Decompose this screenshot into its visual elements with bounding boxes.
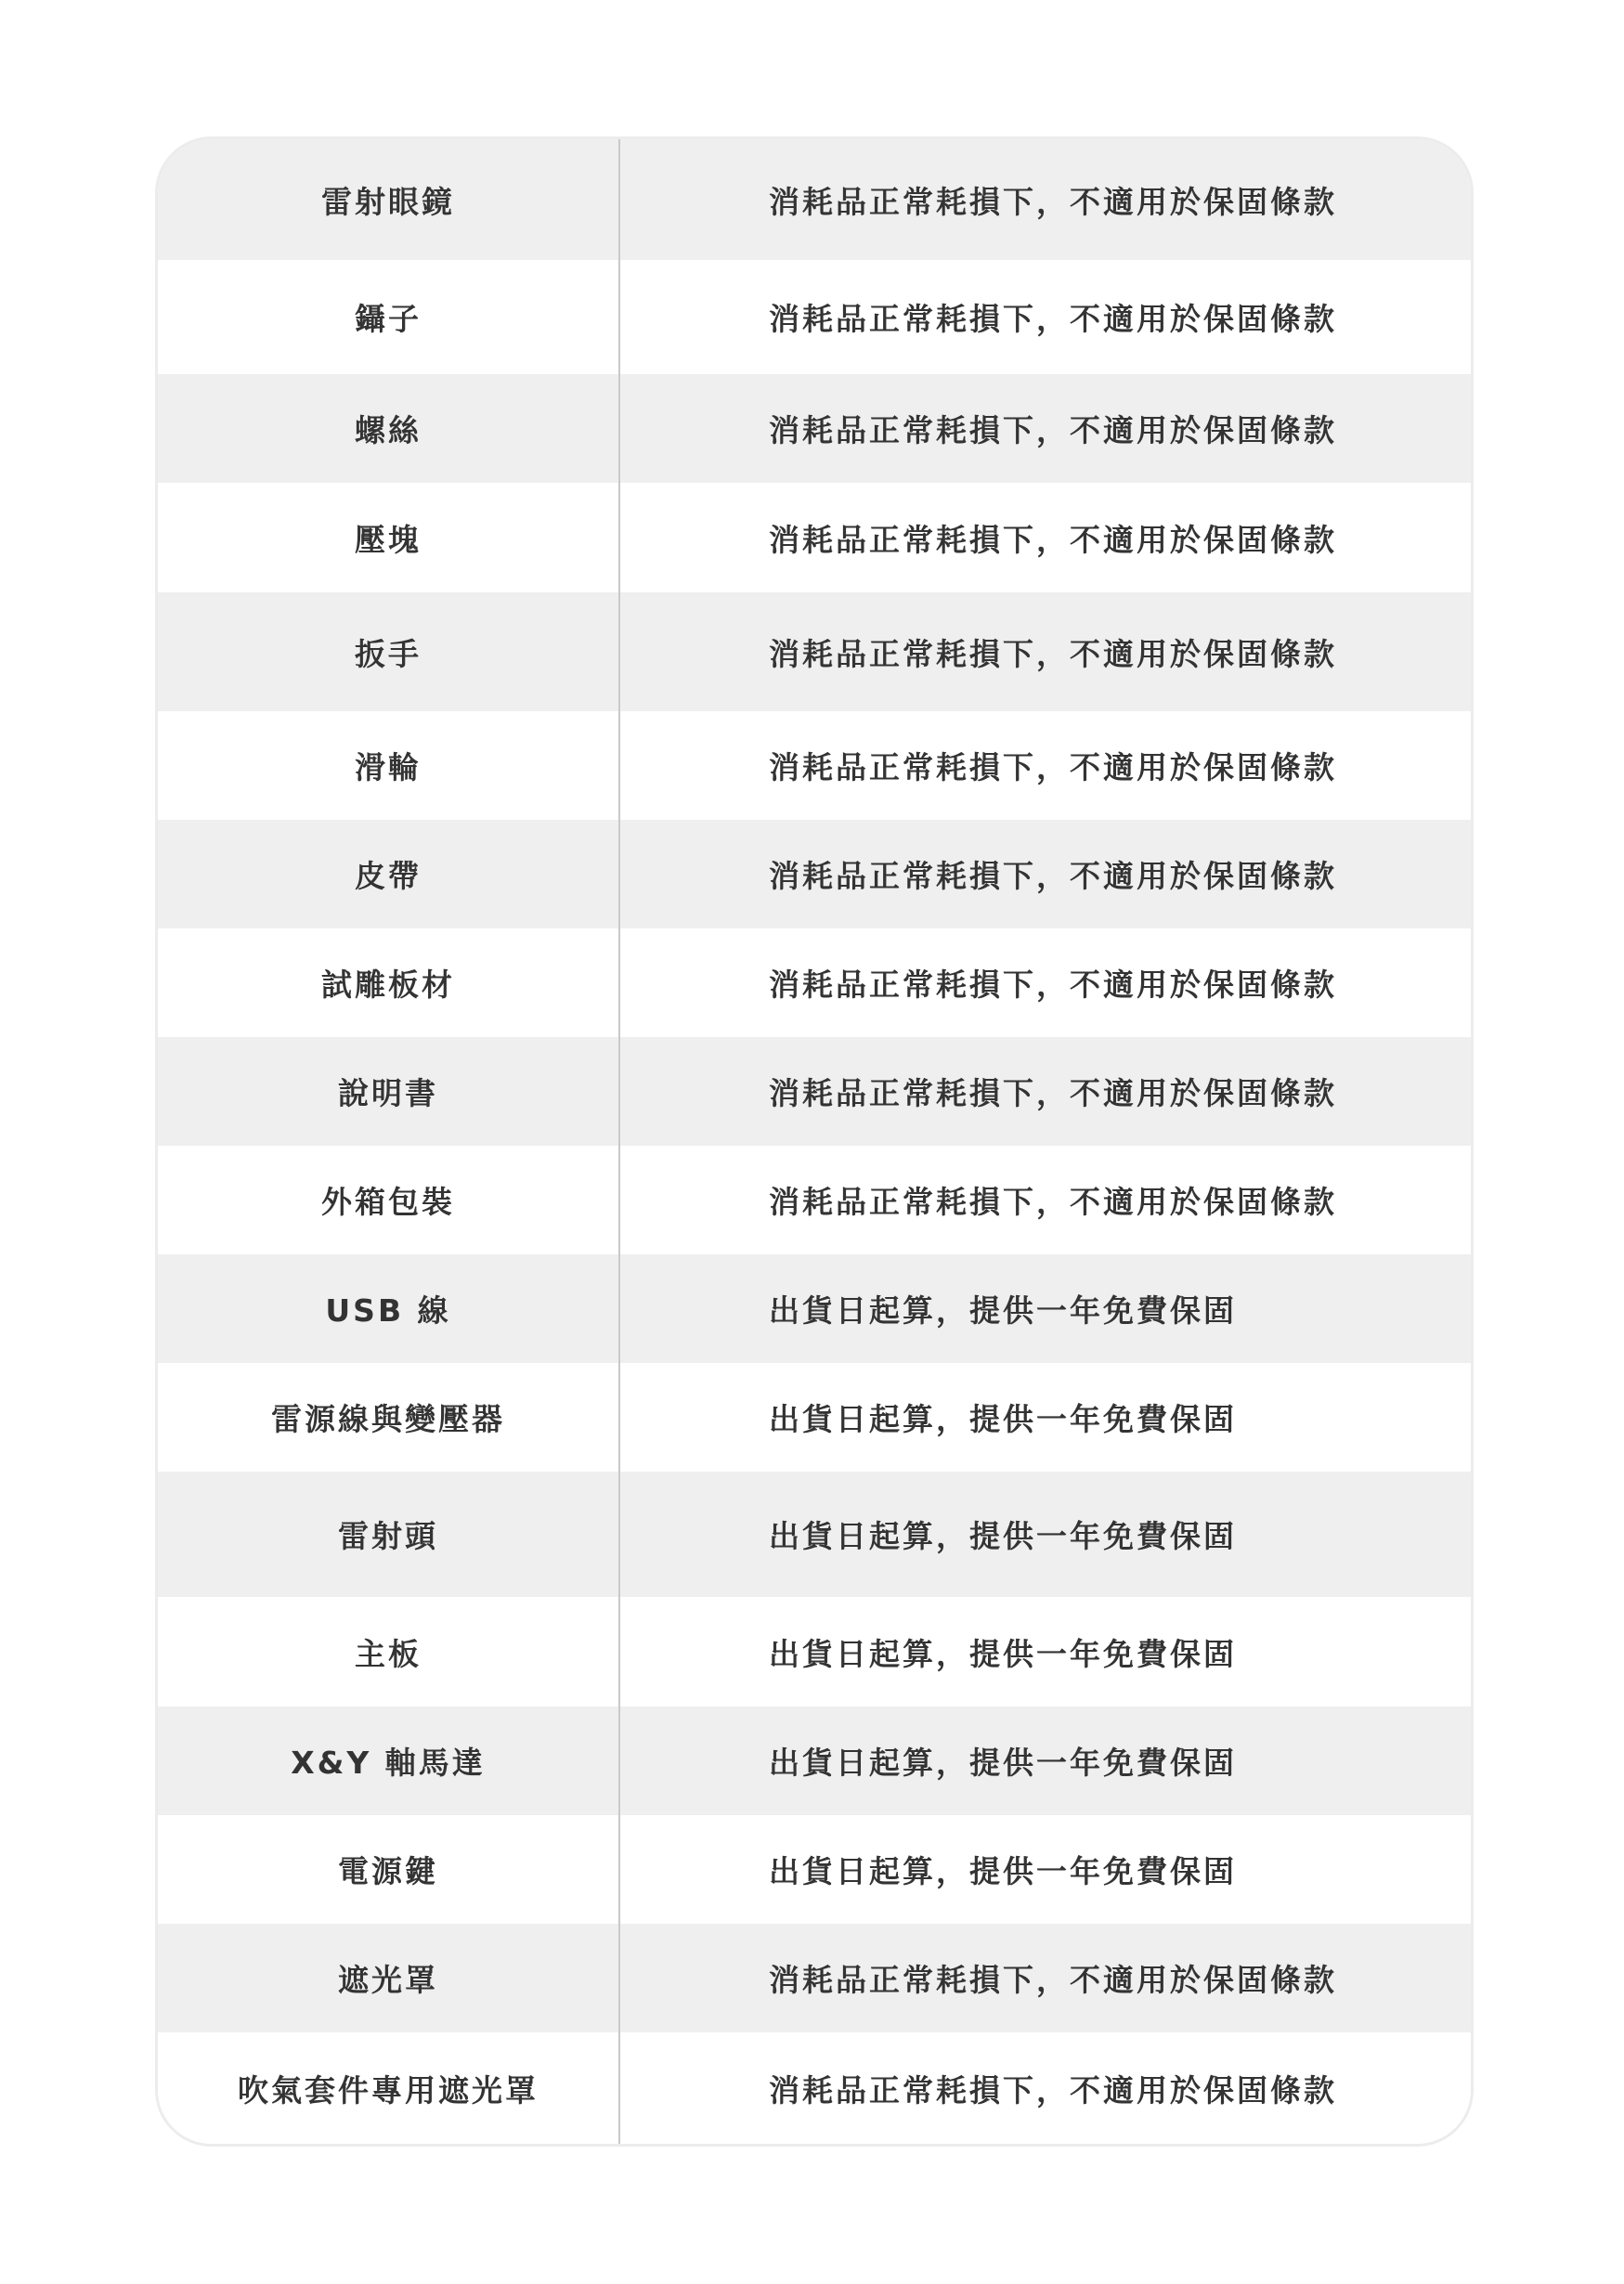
item-name-cell: 試雕板材 [158,928,620,1037]
table-row [158,2032,1471,2144]
warranty-cell: 出貨日起算，提供一年免費保固 [769,1635,1237,1672]
table-row [158,1707,1471,1815]
item-name-cell: 鑷子 [158,260,620,374]
warranty-cell: 消耗品正常耗損下，不適用於保固條款 [769,183,1337,220]
table-row [158,260,1471,374]
item-name-cell: 雷射頭 [158,1472,620,1597]
table-row [158,1037,1471,1146]
table-row [158,820,1471,928]
item-name-cell: 壓塊 [158,483,620,592]
warranty-cell: 出貨日起算，提供一年免費保固 [769,1401,1237,1437]
warranty-cell: 消耗品正常耗損下，不適用於保固條款 [769,1962,1337,1998]
item-name-cell: 雷源線與變壓器 [158,1363,620,1472]
table-row [158,1472,1471,1597]
item-name-cell: 說明書 [158,1037,620,1146]
warranty-cell: 消耗品正常耗損下，不適用於保固條款 [769,749,1337,785]
table-row [158,1363,1471,1472]
warranty-table [158,139,1471,2144]
item-name-cell: 雷射眼鏡 [158,139,620,260]
table-row [158,928,1471,1037]
warranty-cell: 消耗品正常耗損下，不適用於保固條款 [769,301,1337,337]
item-name-cell: 皮帶 [158,820,620,928]
warranty-cell: 消耗品正常耗損下，不適用於保固條款 [769,1075,1337,1111]
warranty-cell: 出貨日起算，提供一年免費保固 [769,1292,1237,1329]
table-row [158,592,1471,711]
warranty-cell: 消耗品正常耗損下，不適用於保固條款 [769,858,1337,894]
table-row [158,483,1471,592]
item-name-cell: 吹氣套件專用遮光罩 [158,2032,620,2144]
item-name-cell: 滑輪 [158,711,620,820]
table-row [158,1597,1471,1707]
warranty-cell: 出貨日起算，提供一年免費保固 [769,1853,1237,1889]
warranty-cell: 消耗品正常耗損下，不適用於保固條款 [769,412,1337,448]
warranty-cell: 消耗品正常耗損下，不適用於保固條款 [769,635,1337,672]
item-name-cell: USB 線 [158,1254,620,1363]
warranty-cell: 出貨日起算，提供一年免費保固 [769,1518,1237,1554]
table-row [158,1146,1471,1254]
warranty-cell: 消耗品正常耗損下，不適用於保固條款 [769,2071,1337,2109]
item-name-cell: X&Y 軸馬達 [158,1707,620,1815]
warranty-cell: 消耗品正常耗損下，不適用於保固條款 [769,521,1337,558]
item-name-cell: 螺絲 [158,374,620,483]
table-row [158,1815,1471,1924]
table-row [158,374,1471,483]
warranty-cell: 出貨日起算，提供一年免費保固 [769,1745,1237,1781]
item-name-cell: 主板 [158,1597,620,1707]
item-name-cell: 電源鍵 [158,1815,620,1924]
item-name-cell: 遮光罩 [158,1924,620,2032]
table-row [158,711,1471,820]
warranty-cell: 消耗品正常耗損下，不適用於保固條款 [769,1184,1337,1220]
table-row [158,1254,1471,1363]
item-name-cell: 扳手 [158,592,620,711]
warranty-cell: 消耗品正常耗損下，不適用於保固條款 [769,967,1337,1003]
table-row [158,139,1471,260]
table-row [158,1924,1471,2032]
item-name-cell: 外箱包裝 [158,1146,620,1254]
